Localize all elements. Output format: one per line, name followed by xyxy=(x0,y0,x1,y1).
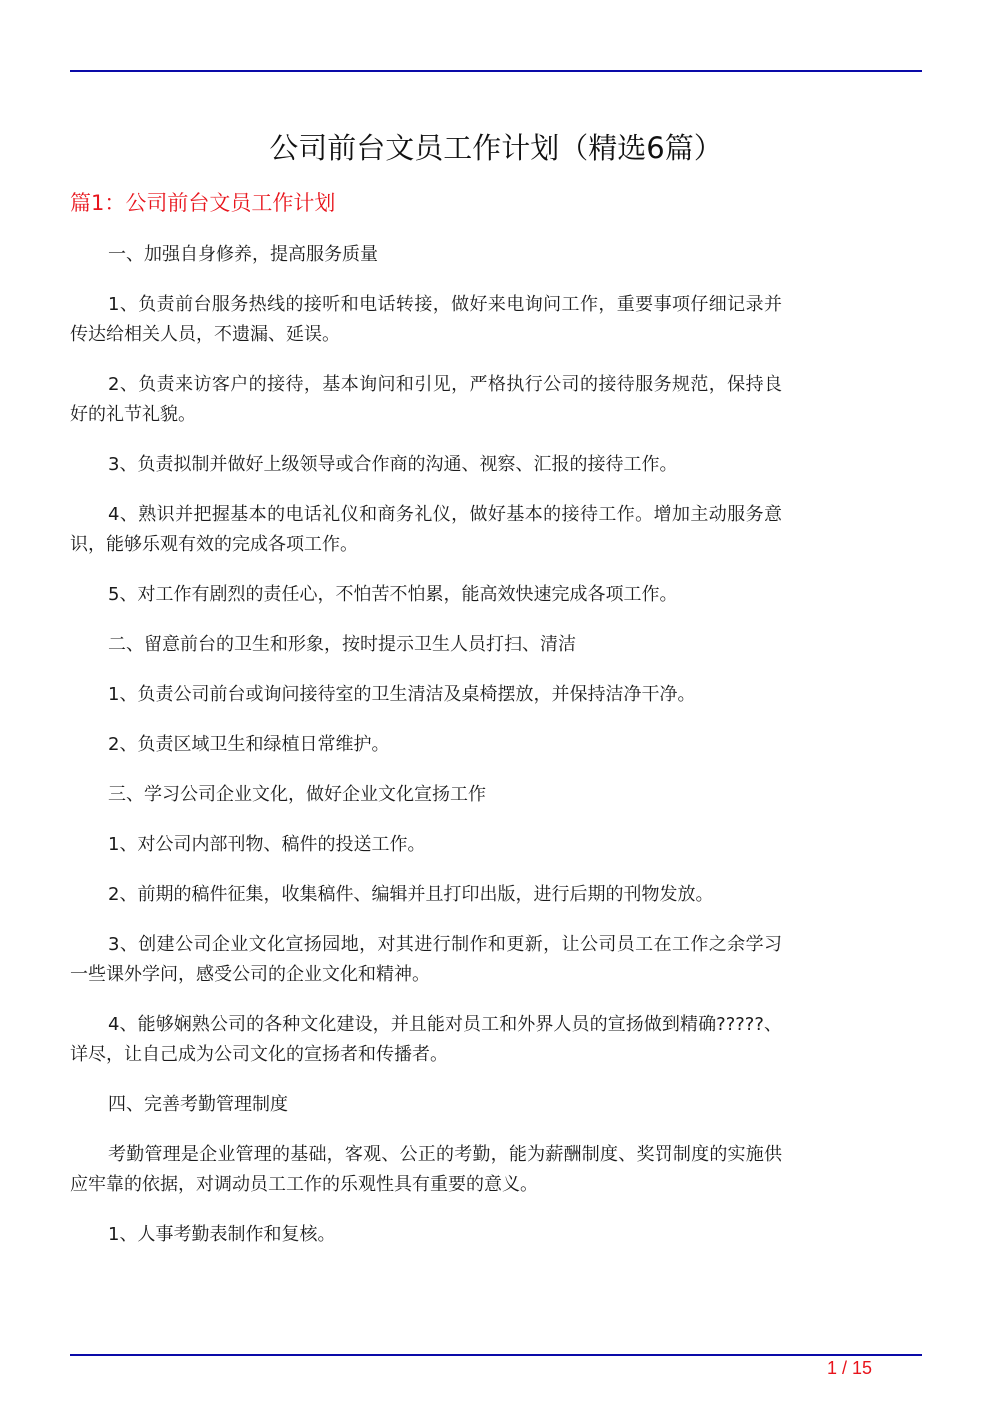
section-heading: 篇1：公司前台文员工作计划 xyxy=(70,191,336,215)
paragraph: 3、负责拟制并做好上级领导或合作商的沟通、视察、汇报的接待工作。 xyxy=(108,454,678,475)
paragraph: 1、人事考勤表制作和复核。 xyxy=(108,1224,336,1245)
paragraph: 2、前期的稿件征集，收集稿件、编辑并且打印出版，进行后期的刊物发放。 xyxy=(108,884,714,905)
paragraph-heading-4: 四、完善考勤管理制度 xyxy=(108,1094,288,1115)
paragraph-heading-3: 三、学习公司企业文化，做好企业文化宣扬工作 xyxy=(108,784,486,805)
paragraph-heading-2: 二、留意前台的卫生和形象，按时提示卫生人员打扫、清洁 xyxy=(108,634,576,655)
document-body xyxy=(70,240,782,1270)
footer-rule xyxy=(70,1354,922,1356)
document-title: 公司前台文员工作计划（精选6篇） xyxy=(269,131,723,165)
paragraph: 2、负责来访客户的接待，基本询问和引见，严格执行公司的接待服务规范，保持良好的礼节礼貌。 xyxy=(70,374,782,425)
paragraph: 4、能够娴熟公司的各种文化建设，并且能对员工和外界人员的宣扬做到精确?????、详尽，让自己成为公司文化的宣扬者和传播者。 xyxy=(70,1014,782,1065)
paragraph-heading-1: 一、加强自身修养，提高服务质量 xyxy=(108,244,378,265)
paragraph: 4、熟识并把握基本的电话礼仪和商务礼仪，做好基本的接待工作。增加主动服务意识，能够乐观有效的完成各项工作。 xyxy=(70,504,782,555)
paragraph: 1、负责公司前台或询问接待室的卫生清洁及桌椅摆放，并保持洁净干净。 xyxy=(108,684,696,705)
paragraph: 考勤管理是企业管理的基础，客观、公正的考勤，能为薪酬制度、奖罚制度的实施供应牢靠的依据，对调动员工工作的乐观性具有重要的意义。 xyxy=(70,1144,782,1195)
paragraph: 5、对工作有剧烈的责任心，不怕苦不怕累，能高效快速完成各项工作。 xyxy=(108,584,678,605)
header-rule xyxy=(70,70,922,72)
paragraph: 2、负责区域卫生和绿植日常维护。 xyxy=(108,734,390,755)
paragraph: 1、负责前台服务热线的接听和电话转接，做好来电询问工作，重要事项仔细记录并传达给相关人员，不遗漏、延误。 xyxy=(70,294,782,345)
paragraph: 1、对公司内部刊物、稿件的投送工作。 xyxy=(108,834,426,855)
page-number: 1 / 15 xyxy=(827,1358,873,1378)
paragraph: 3、创建公司企业文化宣扬园地，对其进行制作和更新，让公司员工在工作之余学习一些课外学问，感受公司的企业文化和精神。 xyxy=(70,934,782,985)
